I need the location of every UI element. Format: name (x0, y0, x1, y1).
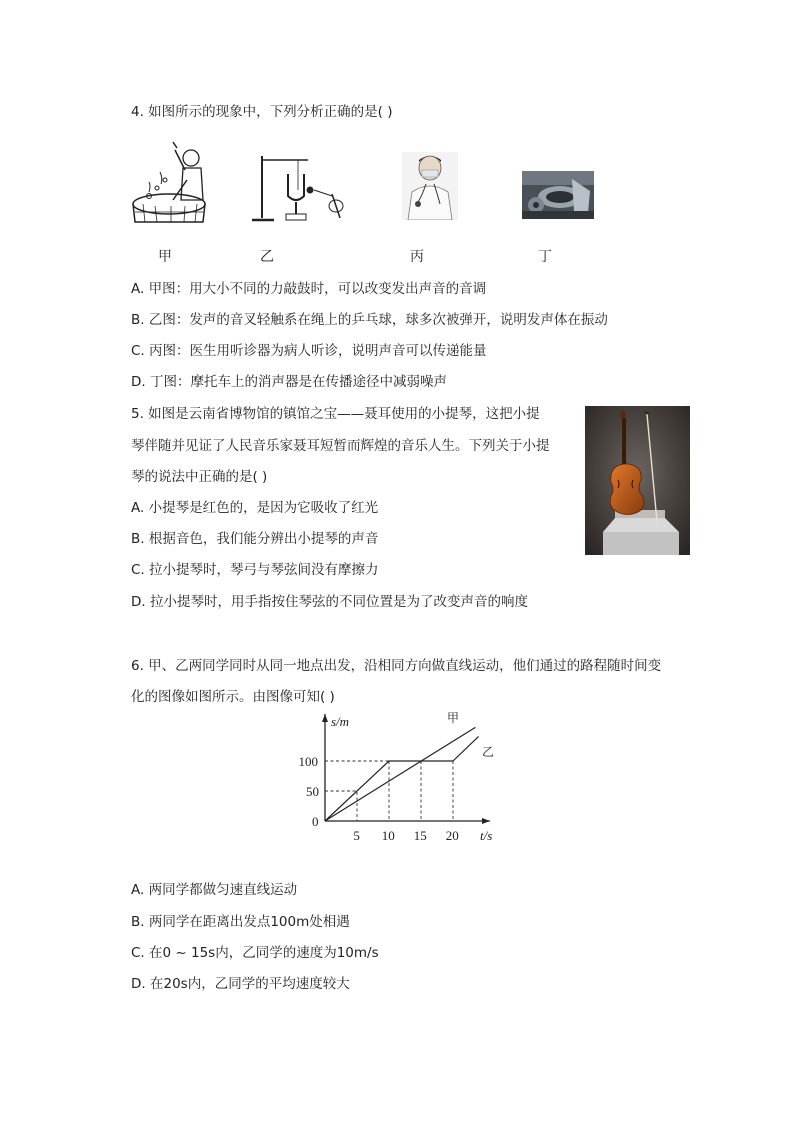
q5-option-c: C. 拉小提琴时，琴弓与琴弦间没有摩擦力 (131, 562, 379, 578)
y-tick-50: 50 (306, 784, 319, 799)
q5-option-d: D. 拉小提琴时，用手指按住琴弦的不同位置是为了改变声音的响度 (131, 594, 528, 610)
q6-option-d: D. 在20s内，乙同学的平均速度较大 (131, 976, 350, 992)
q4-option-d: D. 丁图：摩托车上的消声器是在传播途径中减弱噪声 (131, 374, 447, 390)
drum-figure (131, 140, 211, 226)
q6-option-a: A. 两同学都做匀速直线运动 (131, 882, 298, 898)
tuning-fork-figure (248, 150, 354, 226)
q4-stem: 4. 如图所示的现象中，下列分析正确的是( ) (131, 104, 393, 120)
caption-bing: 丙 (410, 249, 424, 265)
y-tick-100: 100 (298, 754, 318, 769)
origin-label: 0 (312, 814, 319, 829)
q6-option-b: B. 两同学在距离出发点100m处相遇 (131, 914, 350, 930)
x-tick-10: 10 (381, 828, 395, 843)
q6-option-c: C. 在0 ~ 15s内，乙同学的速度为10m/s (131, 945, 379, 961)
x-axis-label: t/s (480, 828, 493, 843)
q4-option-b: B. 乙图：发声的音叉轻触系在绳上的乒乓球，球多次被弹开，说明发声体在振动 (131, 312, 608, 328)
x-axis-arrow (482, 818, 490, 824)
caption-ding: 丁 (538, 249, 552, 265)
q5-stem-line-3: 琴的说法中正确的是( ) (131, 469, 268, 485)
x-tick-20: 20 (445, 828, 459, 843)
muffler-figure (522, 171, 594, 219)
caption-jia: 甲 (158, 249, 172, 265)
q5-option-b: B. 根据音色，我们能分辨出小提琴的声音 (131, 531, 379, 547)
series-yi-label: 乙 (482, 745, 495, 759)
violin-photo (585, 406, 690, 555)
q4-option-c: C. 丙图：医生用听诊器为病人听诊，说明声音可以传递能量 (131, 343, 487, 359)
x-tick-5: 5 (353, 828, 360, 843)
caption-yi: 乙 (260, 249, 274, 265)
distance-time-chart (290, 708, 510, 846)
y-axis-arrow (322, 714, 328, 722)
q6-stem-line-1: 6. 甲、乙两同学同时从同一地点出发，沿相同方向做直线运动，他们通过的路程随时间变 (131, 658, 662, 674)
series-jia-label: 甲 (447, 711, 460, 725)
series-jia-line-tail (453, 736, 479, 761)
q5-stem-line-2: 琴伴随并见证了人民音乐家聂耳短暂而辉煌的音乐人生。下列关于小提 (131, 438, 550, 454)
y-axis-label: s/m (331, 714, 350, 729)
q6-stem-line-2: 化的图像如图所示。由图像可知( ) (131, 689, 335, 705)
q5-stem-line-1: 5. 如图是云南省博物馆的镇馆之宝——聂耳使用的小提琴，这把小提 (131, 406, 540, 422)
x-tick-15: 15 (413, 828, 427, 843)
q4-option-a: A. 甲图：用大小不同的力敲鼓时，可以改变发出声音的音调 (131, 281, 487, 297)
q5-option-a: A. 小提琴是红色的，是因为它吸收了红光 (131, 500, 379, 516)
doctor-figure (402, 152, 458, 220)
